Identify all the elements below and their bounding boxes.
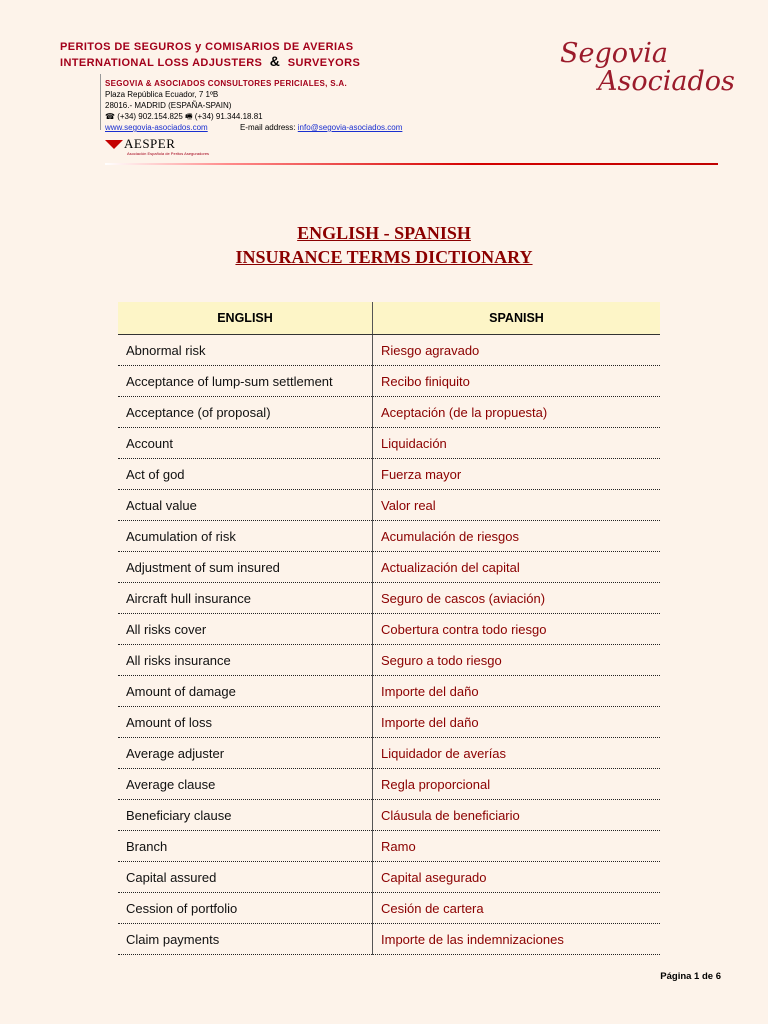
- table-row: [118, 738, 660, 769]
- english-term: All risks cover: [118, 614, 373, 645]
- logo-line2: Asociados: [598, 66, 735, 97]
- page-number: Página 1 de 6: [660, 971, 721, 982]
- company-info: [105, 78, 402, 133]
- english-term: Acceptance of lump-sum settlement: [118, 366, 373, 397]
- spanish-term: Recibo finiquito: [373, 366, 661, 397]
- english-term: Branch: [118, 831, 373, 862]
- spanish-term: Seguro de cascos (aviación): [373, 583, 661, 614]
- aesper-logo: [105, 136, 210, 156]
- english-term: Aircraft hull insurance: [118, 583, 373, 614]
- spanish-term: Cláusula de beneficiario: [373, 800, 661, 831]
- table-row: [118, 924, 660, 955]
- spanish-term: Fuerza mayor: [373, 459, 661, 490]
- table-row: [118, 645, 660, 676]
- english-term: Claim payments: [118, 924, 373, 955]
- spanish-term: Importe de las indemnizaciones: [373, 924, 661, 955]
- spanish-term: Capital asegurado: [373, 862, 661, 893]
- segovia-asociados-logo: [560, 40, 735, 96]
- english-term: Actual value: [118, 490, 373, 521]
- spanish-term: Cobertura contra todo riesgo: [373, 614, 661, 645]
- english-term: Cession of portfolio: [118, 893, 373, 924]
- dictionary-table: [118, 302, 660, 955]
- logo-line1: Segovia: [560, 38, 668, 69]
- website-link[interactable]: www.segovia-asociados.com: [105, 123, 208, 132]
- address-line2: 28016.- MADRID (ESPAÑA-SPAIN): [105, 101, 232, 110]
- english-term: Amount of damage: [118, 676, 373, 707]
- header-divider: [100, 74, 101, 130]
- column-header-spanish: SPANISH: [373, 302, 661, 335]
- table-row: [118, 521, 660, 552]
- spanish-term: Actualización del capital: [373, 552, 661, 583]
- table-row: [118, 459, 660, 490]
- english-term: Amount of loss: [118, 707, 373, 738]
- aesper-triangle-icon: [105, 140, 123, 149]
- spanish-term: Regla proporcional: [373, 769, 661, 800]
- spanish-term: Importe del daño: [373, 676, 661, 707]
- table-row: [118, 335, 660, 366]
- spanish-term: Riesgo agravado: [373, 335, 661, 366]
- english-term: Average adjuster: [118, 738, 373, 769]
- english-term: Acumulation of risk: [118, 521, 373, 552]
- header-line2-b: SURVEYORS: [287, 57, 361, 69]
- spanish-term: Ramo: [373, 831, 661, 862]
- table-row: [118, 583, 660, 614]
- table-row: [118, 893, 660, 924]
- english-term: Adjustment of sum insured: [118, 552, 373, 583]
- company-name: SEGOVIA & ASOCIADOS CONSULTORES PERICIALES, S.A.: [105, 79, 347, 88]
- table-row: [118, 800, 660, 831]
- header-line2-a: INTERNATIONAL LOSS ADJUSTERS: [60, 57, 263, 69]
- document-title: [0, 221, 768, 269]
- english-term: Abnormal risk: [118, 335, 373, 366]
- spanish-term: Valor real: [373, 490, 661, 521]
- english-term: Acceptance (of proposal): [118, 397, 373, 428]
- english-term: Capital assured: [118, 862, 373, 893]
- spanish-term: Aceptación (de la propuesta): [373, 397, 661, 428]
- table-row: [118, 428, 660, 459]
- table-row: [118, 676, 660, 707]
- table-row: [118, 769, 660, 800]
- spanish-term: Liquidador de averías: [373, 738, 661, 769]
- english-term: Average clause: [118, 769, 373, 800]
- table-row: [118, 862, 660, 893]
- email-label: E-mail address:: [239, 123, 296, 132]
- aesper-name: AESPER: [124, 136, 176, 151]
- header-line1: PERITOS DE SEGUROS y COMISARIOS DE AVERIAS: [60, 41, 354, 53]
- title-line2: INSURANCE TERMS DICTIONARY: [235, 247, 533, 267]
- english-term: Beneficiary clause: [118, 800, 373, 831]
- table-header-row: [118, 302, 660, 335]
- table-row: [118, 366, 660, 397]
- english-term: Act of god: [118, 459, 373, 490]
- header-titles: [60, 40, 360, 70]
- table-row: [118, 397, 660, 428]
- contact-line: [105, 122, 402, 133]
- english-term: All risks insurance: [118, 645, 373, 676]
- ampersand: &: [269, 53, 281, 69]
- header-line2: [60, 54, 360, 70]
- table-row: [118, 614, 660, 645]
- spanish-term: Acumulación de riesgos: [373, 521, 661, 552]
- spanish-term: Seguro a todo riesgo: [373, 645, 661, 676]
- address-line1: Plaza República Ecuador, 7 1ºB: [105, 90, 219, 99]
- phone-fax: ☎ (+34) 902.154.825 🖷 (+34) 91.344.18.81: [105, 112, 263, 121]
- aesper-subtitle: Asociación Española de Peritos Aseguradores: [127, 151, 210, 156]
- email-link[interactable]: info@segovia-asociados.com: [297, 123, 403, 132]
- spanish-term: Cesión de cartera: [373, 893, 661, 924]
- title-line1: ENGLISH - SPANISH: [297, 223, 471, 243]
- spanish-term: Importe del daño: [373, 707, 661, 738]
- table-row: [118, 552, 660, 583]
- header-rule: [105, 163, 718, 165]
- spanish-term: Liquidación: [373, 428, 661, 459]
- table-row: [118, 707, 660, 738]
- column-header-english: ENGLISH: [118, 302, 373, 335]
- english-term: Account: [118, 428, 373, 459]
- table-row: [118, 831, 660, 862]
- table-body: [118, 335, 660, 955]
- table-row: [118, 490, 660, 521]
